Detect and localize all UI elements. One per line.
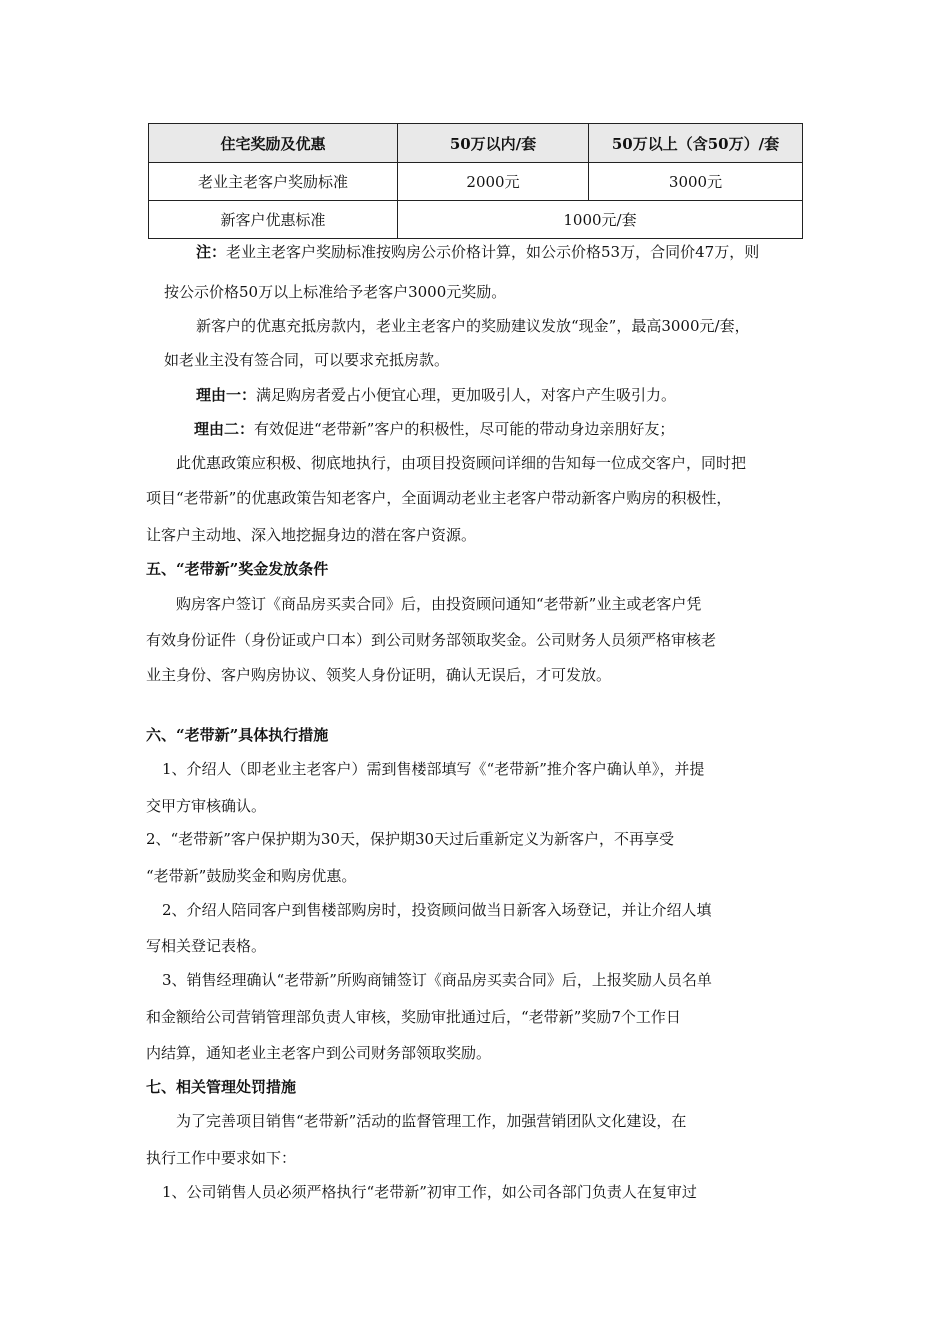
reason-text: 有效促进“老带新”客户的积极性，尽可能的带动身边亲朋好友； bbox=[254, 420, 675, 438]
note-text: 老业主老客户奖励标准按购房公示价格计算，如公示价格53万，合同价47万，则 bbox=[226, 243, 760, 261]
note-label: 注： bbox=[196, 243, 227, 261]
note-line bbox=[196, 242, 759, 262]
reason-label: 理由二： bbox=[194, 420, 255, 438]
table-cell: 2000元 bbox=[398, 163, 589, 201]
table-cell: 新客户优惠标准 bbox=[149, 201, 398, 239]
table-header-row bbox=[149, 124, 803, 163]
list-item-line: 1、介绍人（即老业主老客户）需到售楼部填写《“老带新”推介客户确认单》，并提 bbox=[162, 760, 705, 778]
paragraph-line: 如老业主没有签合同，可以要求充抵房款。 bbox=[164, 351, 450, 369]
table-cell: 3000元 bbox=[589, 163, 803, 201]
paragraph-line: 执行工作中要求如下： bbox=[146, 1149, 297, 1167]
table-row bbox=[149, 163, 803, 201]
paragraph-line: 业主身份、客户购房协议、领奖人身份证明，确认无误后，才可发放。 bbox=[146, 666, 612, 684]
reason-text: 满足购房者爱占小便宜心理，更加吸引人，对客户产生吸引力。 bbox=[256, 386, 677, 404]
paragraph-line: 此优惠政策应积极、彻底地执行，由项目投资顾问详细的告知每一位成交客户，同时把 bbox=[176, 454, 747, 472]
table-cell: 1000元/套 bbox=[398, 201, 803, 239]
list-item-line: 内结算，通知老业主老客户到公司财务部领取奖励。 bbox=[146, 1044, 492, 1062]
list-item-line: 1、公司销售人员必须严格执行“老带新”初审工作，如公司各部门负责人在复审过 bbox=[162, 1183, 697, 1201]
list-item-line: 3、销售经理确认“老带新”所购商铺签订《商品房买卖合同》后，上报奖励人员名单 bbox=[162, 971, 712, 989]
reason-label: 理由一： bbox=[196, 386, 257, 404]
table-header-cell: 50万以上（含50万）/套 bbox=[589, 124, 803, 163]
table-cell: 老业主老客户奖励标准 bbox=[149, 163, 398, 201]
note-line: 按公示价格50万以上标准给予老客户3000元奖励。 bbox=[164, 283, 507, 301]
reason-line bbox=[196, 385, 676, 405]
reward-table bbox=[148, 123, 803, 239]
paragraph-line: 项目“老带新”的优惠政策告知老客户，全面调动老业主老客户带动新客户购房的积极性， bbox=[146, 489, 732, 507]
list-item-line: “老带新”鼓励奖金和购房优惠。 bbox=[146, 867, 357, 885]
reason-line bbox=[194, 419, 674, 439]
paragraph-line: 新客户的优惠充抵房款内，老业主老客户的奖励建议发放“现金”，最高3000元/套， bbox=[196, 317, 750, 335]
table-header-cell: 50万以内/套 bbox=[398, 124, 589, 163]
list-item-line: 和金额给公司营销管理部负责人审核，奖励审批通过后，“老带新”奖励7个工作日 bbox=[146, 1008, 681, 1026]
section-heading: 七、相关管理处罚措施 bbox=[146, 1078, 297, 1096]
list-item-line: 交甲方审核确认。 bbox=[146, 797, 267, 815]
table-header-cell: 住宅奖励及优惠 bbox=[149, 124, 398, 163]
paragraph-line: 购房客户签订《商品房买卖合同》后，由投资顾问通知“老带新”业主或老客户凭 bbox=[176, 595, 702, 613]
list-item-line: 2、“老带新”客户保护期为30天，保护期30天过后重新定义为新客户，不再享受 bbox=[146, 830, 675, 848]
list-item-line: 写相关登记表格。 bbox=[146, 937, 267, 955]
section-heading: 六、“老带新”具体执行措施 bbox=[146, 726, 329, 744]
paragraph-line: 让客户主动地、深入地挖掘身边的潜在客户资源。 bbox=[146, 526, 477, 544]
paragraph-line: 为了完善项目销售“老带新”活动的监督管理工作，加强营销团队文化建设，在 bbox=[176, 1112, 687, 1130]
list-item-line: 2、介绍人陪同客户到售楼部购房时，投资顾问做当日新客入场登记，并让介绍人填 bbox=[162, 901, 712, 919]
paragraph-line: 有效身份证件（身份证或户口本）到公司财务部领取奖金。公司财务人员须严格审核老 bbox=[146, 631, 717, 649]
section-heading: 五、“老带新”奖金发放条件 bbox=[146, 560, 329, 578]
table-row bbox=[149, 201, 803, 239]
